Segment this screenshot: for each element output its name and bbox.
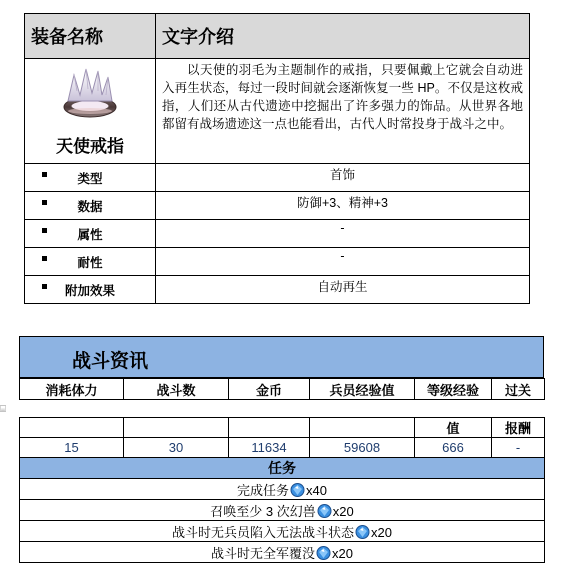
tasks-title: 任务 — [20, 458, 545, 479]
property-value: - — [156, 220, 530, 248]
property-value: 防御+3、精神+3 — [156, 192, 530, 220]
bullet-icon — [42, 200, 47, 205]
battle-stats-table — [19, 417, 545, 563]
item-name: 天使戒指 — [56, 137, 124, 156]
property-value: - — [156, 248, 530, 276]
property-row — [25, 220, 530, 248]
column-header: 过关 — [492, 379, 545, 400]
bullet-icon — [42, 228, 47, 233]
task-text: 完成任务 — [237, 482, 290, 498]
level-exp-value: 666 — [415, 438, 492, 458]
equip-desc-header: 文字介绍 — [156, 14, 530, 59]
item-description: 以天使的羽毛为主题制作的戒指，只要佩戴上它就会自动进入再生状态，每过一段时间就会逐渐恢复一些 HP。不仅是这枚戒指，人们还从古代遗迹中挖掘出了许多强力的饰品。从世界各地都留有战场遗迹这一点也能看出，古代人时常投身于战斗之中。 — [156, 59, 530, 164]
property-label: 属性 — [77, 227, 103, 242]
task-row — [20, 521, 545, 542]
property-label: 类型 — [77, 171, 103, 186]
property-value: 自动再生 — [156, 276, 530, 304]
column-header: 金币 — [229, 379, 310, 400]
equipment-table — [24, 13, 530, 304]
clear-value: - — [492, 438, 545, 458]
bullet-icon — [42, 256, 47, 261]
property-row — [25, 164, 530, 192]
gold-value: 11634 — [229, 438, 310, 458]
task-text: 召唤至少 3 次幻兽 — [210, 503, 316, 519]
gem-icon — [290, 483, 305, 497]
property-label: 耐性 — [77, 255, 103, 270]
stamina-value: 15 — [20, 438, 124, 458]
task-reward: x40 — [306, 482, 327, 498]
property-value: 首饰 — [156, 164, 530, 192]
property-row — [25, 192, 530, 220]
battle-columns-header — [19, 378, 545, 400]
stats-values-row — [20, 438, 545, 458]
soldier-exp-value: 59608 — [310, 438, 415, 458]
item-cell — [25, 59, 156, 164]
task-text: 战斗时无全军覆没 — [211, 545, 316, 561]
column-header: 兵员经验值 — [310, 379, 415, 400]
angel-ring-icon — [60, 61, 120, 123]
battle-info-title: 战斗资讯 — [72, 351, 149, 372]
battles-value: 30 — [124, 438, 229, 458]
bullet-icon — [42, 284, 47, 289]
property-row — [25, 276, 530, 304]
column-header: 等级经验 — [415, 379, 492, 400]
bullet-icon — [42, 172, 47, 177]
property-label: 数据 — [77, 199, 103, 214]
column-header: 消耗体力 — [20, 379, 124, 400]
task-row — [20, 542, 545, 563]
table-marker: ⌸ — [0, 404, 6, 415]
task-reward: x20 — [332, 503, 354, 519]
task-row — [20, 500, 545, 521]
gem-icon — [317, 504, 332, 518]
gem-icon — [355, 525, 370, 539]
gem-icon — [316, 546, 331, 560]
task-text: 战斗时无兵员陷入无法战斗状态 — [172, 524, 355, 540]
task-reward: x20 — [371, 524, 392, 540]
property-label: 附加效果 — [64, 283, 115, 298]
equip-name-header: 装备名称 — [25, 14, 156, 59]
task-row — [20, 479, 545, 500]
task-reward: x20 — [332, 545, 353, 561]
value-subheader: 值 — [415, 418, 492, 438]
battle-info-banner — [19, 336, 544, 378]
property-row — [25, 248, 530, 276]
column-header: 战斗数 — [124, 379, 229, 400]
reward-subheader: 报酬 — [492, 418, 545, 438]
